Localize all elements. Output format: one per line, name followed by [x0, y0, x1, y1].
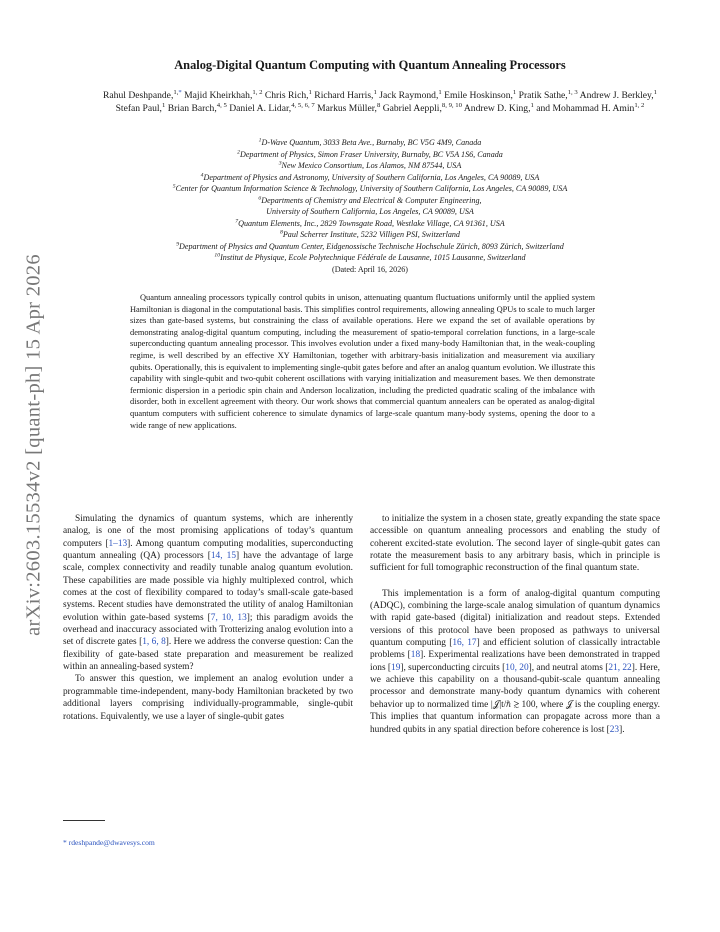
paragraph: to initialize the system in a chosen state, greatly expanding the state space accessible on quantum annealing processors and enabling the study of coherent excited-state evolution. The second layer of single-qubit gates can rotate the measurement basis to any arbitrary basis, which in principle is sufficient for full tomographic reconstruction of the final quantum state. [370, 514, 660, 574]
affiliation-line: $^6$Departments of Chemistry and Electrical & Computer Engineering, [258, 194, 482, 205]
arxiv-id: arXiv:2603.15534v2 [quant-ph] 15 Apr 2026 [22, 254, 45, 636]
affiliation-line: $^3$New Mexico Consortium, Los Alamos, NM 87544, USA [278, 160, 462, 170]
date-line: (Dated: April 16, 2026) [332, 264, 408, 274]
paragraph: This implementation is a form of analog-digital quantum computing (ADQC), combining the large-scale analog simulation of quantum dynamics with rapid gate-based (digital) initialization and readout steps. Extended versions of this protocol have been proposed as pathways to universal quantum computing [16, 17] and efficient solution of classically intractable problems [18]. Experimental realizations have been demonstrated in trapped ions [19], superconducting circuits [10, 20], and neutral atoms [21, 22]. Here, we achieve this capability on a thousand-qubit-scale quantum annealing processor and demonstrate many-body quantum dynamics with coherent behavior up to normalized time |𝒥|t/ℏ ≳ 100, where 𝒥 is the coupling energy. This implies that quantum information can propagate across more than a hundred qubits in any spatial direction before coherence is lost [23]. [370, 588, 661, 735]
abstract: Quantum annealing processors typically control qubits in unison, attenuating quantum fluctuations uniformly until the applied system Hamiltonian is diagonal in the computational basis. This simplifies control requirements, allowing annealing QPUs to scale to much larger sizes than gate-based systems, but constraining the class of available operations. Here we expand the set of available operations by demonstrating analog-digital quantum computing, including the measurement of spatio-temporal correlation functions, in a large-scale superconducting quantum annealing processor. This involves evolution under a fixed many-body Hamiltonian that, in the weak-coupling regime, is well described by an effective XY Hamiltonian, together with arbitrary-basis initialization and measurement via auxiliary qubits. Operationally, this is equivalent to implementing single-qubit gates before and after an analog quantum evolution. We illustrate this capability with single-qubit and two-qubit coherent oscillations with varying initialization and measurement bases. We then demonstrate fermionic dispersion in a periodic spin chain and Anderson localization, including the predicted quadratic scaling of the imbalance with disorder, both in excellent agreement with theory. Our work shows that commercial quantum annealers can be operated as analog-digital quantum computers with sufficient coherence to simulate dynamics of large-scale quantum many-body systems, opening the door to a wide range of new applications. [130, 293, 595, 430]
affiliation-line: $^4$Department of Physics and Astronomy, University of Southern California, Los Angeles, CA 90089, USA [200, 171, 540, 182]
affiliations [60, 137, 680, 275]
affiliation-line: $^{10}$Institut de Physique, Ecole Polytechnique Fédérale de Lausanne, 1015 Lausanne, Switzerland [214, 252, 526, 262]
affiliation-line: $^2$Department of Physics, Simon Fraser University, Burnaby, BC V5A 1S6, Canada [237, 148, 503, 159]
footnote [63, 838, 155, 847]
email-link[interactable]: rdeshpande@dwavesys.com [68, 838, 155, 847]
paper-title: Analog-Digital Quantum Computing with Quantum Annealing Processors [174, 58, 566, 72]
footnote-marker: * [63, 838, 67, 847]
body-column-right [370, 513, 660, 736]
body-column-left [63, 513, 353, 723]
affiliation-line: $^1$D-Wave Quantum, 3033 Beta Ave., Burnaby, BC V5G 4M9, Canada [258, 137, 482, 147]
affiliation-line: University of Southern California, Los Angeles, CA 90089, USA [266, 207, 474, 216]
paragraph: To answer this question, we implement an analog evolution under a programmable time-independent, many-body Hamiltonian bracketed by two additional layers comprising individually-programmable, single-qubit rotations. Equivalently, we use a layer of single-qubit gates [63, 674, 353, 722]
affiliation-line: $^9$Department of Physics and Quantum Center, Eidgenossische Technische Hochschule Zürich, 8093 Zürich, Switzerland [176, 240, 564, 251]
affiliation-line: $^7$Quantum Elements, Inc., 2829 Townsgate Road, Westlake Village, CA 91361, USA [235, 217, 505, 228]
author-list: Rahul Deshpande,$^{1,*}$ Majid Kheirkhah,$^{1, 2}$ Chris Rich,$^1$ Richard Harris,$^1$ Jack Raymond,$^1$ Emile Hoskinson,$^1$ Pratik Sathe,$^{1, 3}$ Andrew J. Berkley,$^1$ Stefan Paul,$^1$ Brian Barch,$^{4, 5}$ Daniel A. Lidar,$^{4, 5, 6, 7}$ Markus Müller,$^8$ Gabriel Aeppli,$^{8, 9, 10}$ Andrew D. King,$^1$ and Mohammad H. Amin$^{1, 2}$ [103, 88, 657, 114]
affiliation-line: $^5$Center for Quantum Information Science & Technology, University of Southern California, Los Angeles, CA 90089, USA [172, 183, 568, 193]
affiliation-line: $^8$Paul Scherrer Institute, 5232 Villigen PSI, Switzerland [280, 229, 460, 239]
arxiv-stamp [0, 0, 60, 932]
footnote-divider [63, 820, 105, 821]
paragraph: Simulating the dynamics of quantum systems, which are inherently analog, is one of the most promising applications of today’s quantum computers [1–13]. Among quantum computing modalities, superconducting quantum annealing (QA) processors [14, 15] have the advantage of large scale, complex connectivity and readily tunable analog quantum evolution. These capabilities are made possible via highly multiplexed control, which comes at the cost of flexibility compared to today’s small-scale gate-based systems. Recent studies have demonstrated the utility of analog Hamiltonian evolution within gate-based systems [7, 10, 13]; this paradigm avoids the overhead and inaccuracy associated with Trotterizing analog evolution into a set of discrete gates [1, 6, 8]. Here we address the converse question: Can the flexibility of gate-based state preparation and measurement be realized within an annealing-based system? [63, 514, 354, 673]
